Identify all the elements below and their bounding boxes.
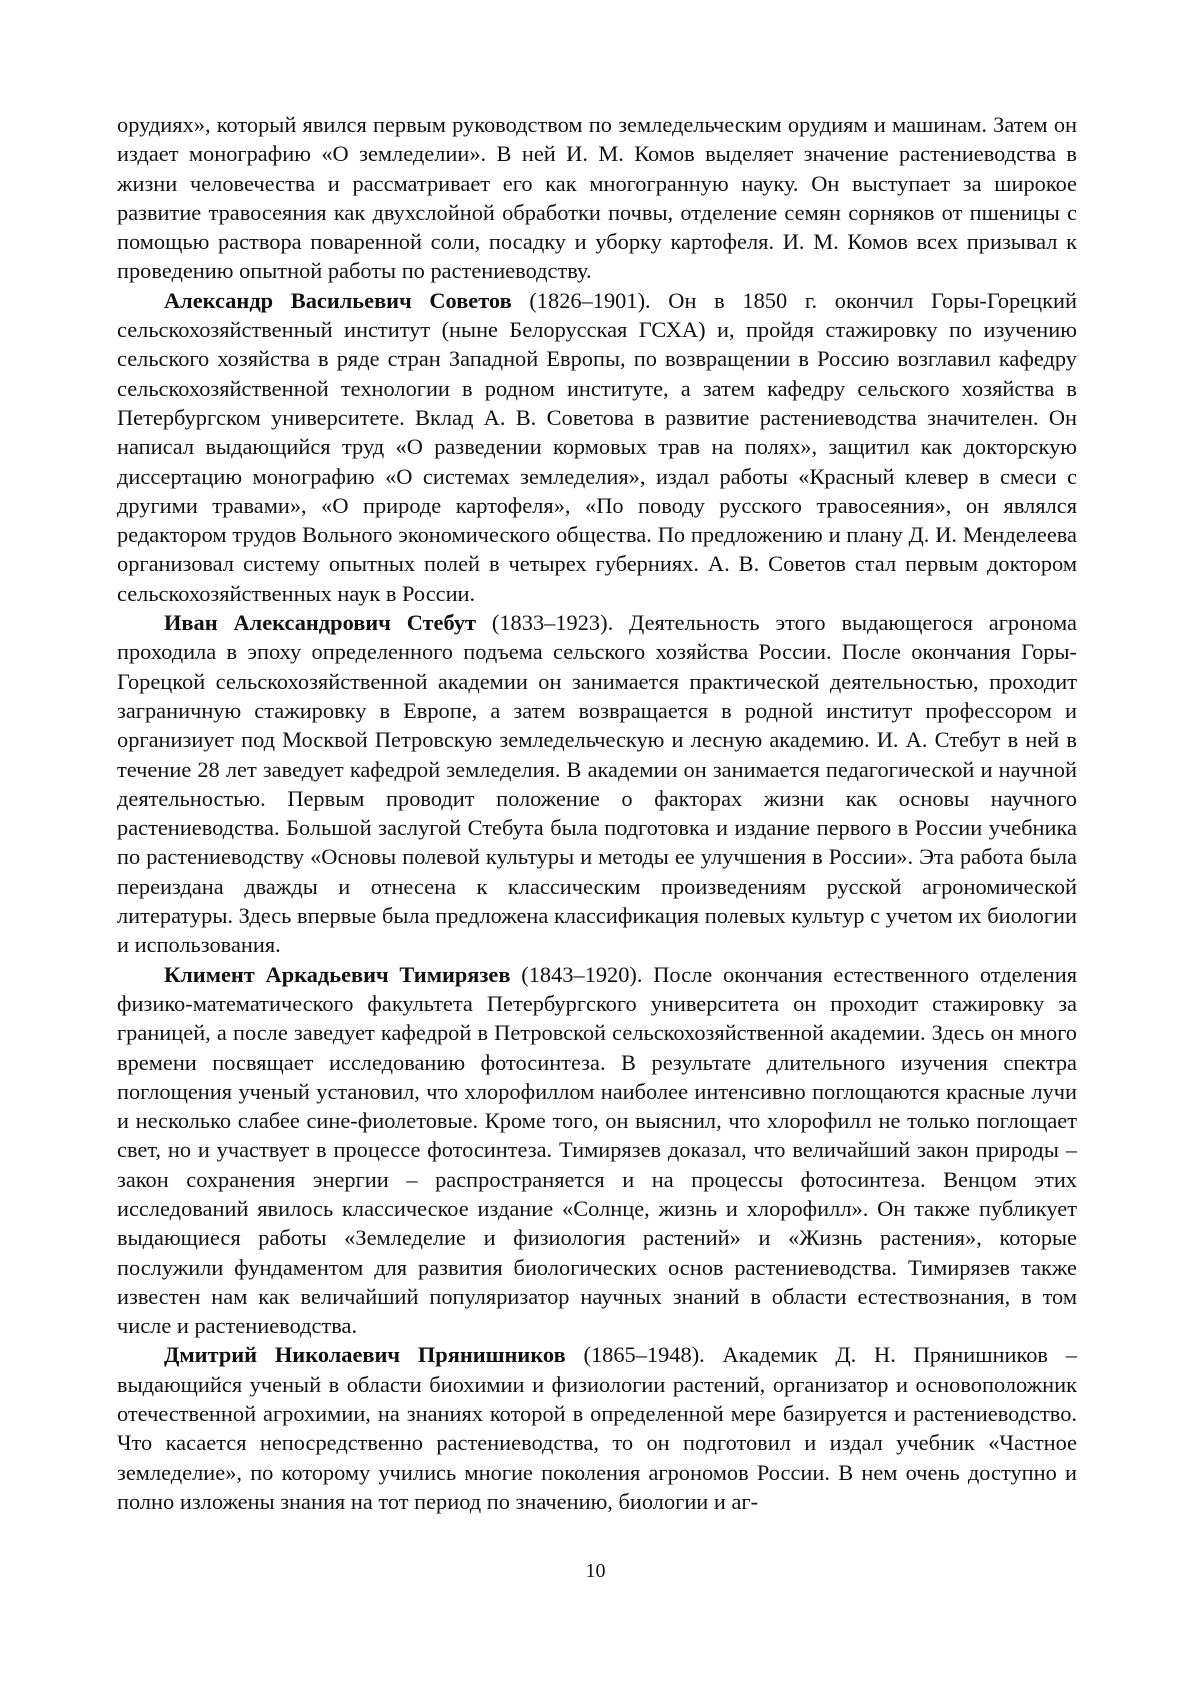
person-name: Дмитрий Николаевич Прянишников [164,1342,566,1368]
page-body [117,110,1077,1516]
paragraph-timiryazev [117,960,1077,1341]
paragraph-sovetov [117,286,1077,608]
paragraph-stebut [117,608,1077,960]
paragraph-text: (1843–1920). После окончания естественного отделения физико-математического факультета Петербургского университета он проходит стажировку за границей, а после заведует кафедрой в Петровской сельскохозяйственной академии. Здесь он много времени посвящает исследованию фотосинтеза. В результате длительного изучения спектра поглощения ученый установил, что хлорофиллом наиболее интенсивно поглощаются красные лучи и несколько слабее сине-фиолетовые. Кроме того, он выяснил, что хлорофилл не только поглощает свет, но и участвует в процессе фотосинтеза. Тимирязев доказал, что величайший закон природы – закон сохранения энергии – распространяется и на процессы фотосинтеза. Венцом этих исследований явилось классическое издание «Солнце, жизнь и хлорофилл». Он также публикует выдающиеся работы «Земледелие и физиология растений» и «Жизнь растения», которые послужили фундаментом для развития биологических основ растениеводства. Тимирязев также известен нам как величайший популяризатор научных знаний в области естествознания, в том числе и растениеводства. [117,961,1077,1339]
paragraph-pryanishnikov [117,1340,1077,1516]
paragraph-komov-continuation [117,110,1077,286]
paragraph-text: (1833–1923). Деятельность этого выдающегося агронома проходила в эпоху определенного подъема сельского хозяйства России. После окончания Горы-Горецкой сельскохозяйственной академии он занимается практической деятельностью, проходит заграничную стажировку в Европе, а затем возвращается в родной институт профессором и организиует под Москвой Петровскую земледельческую и лесную академию. И. А. Стебут в ней в течение 28 лет заведует кафедрой земледелия. В академии он занимается педагогической и научной деятельностью. Первым проводит положение о факторах жизни как основы научного растениеводства. Большой заслугой Стебута была подготовка и издание первого в России учебника по растениеводству «Основы полевой культуры и методы ее улучшения в России». Эта работа была переиздана дважды и отнесена к классическим произведениям русской агрономической литературы. Здесь впервые была предложена классификация полевых культур с учетом их биологии и использования. [117,610,1077,958]
paragraph-text: орудиях», который явился первым руководством по земледельческим орудиям и машинам. Затем он издает монографию «О земледелии». В ней И. М. Комов выделяет значение растениеводства в жизни человечества и рассматривает его как многогранную науку. Он выступает за широкое развитие травосеяния как двухслойной обработки почвы, отделение семян сорняков от пшеницы с помощью раствора поваренной соли, посадку и уборку картофеля. И. М. Комов всех призывал к проведению опытной работы по растениеводству. [117,112,1077,284]
paragraph-text: (1865–1948). Академик Д. Н. Прянишников – выдающийся ученый в области биохимии и физиологии растений, организатор и основоположник отечественной агрохимии, на знаниях которой в определенной мере базируется и растениеводство. Что касается непосредственно растениеводства, то он подготовил и издал учебник «Частное земледелие», по которому учились многие поколения агрономов России. В нем очень доступно и полно изложены знания на тот период по значению, биологии и аг- [117,1342,1077,1514]
person-name: Александр Васильевич Советов [164,287,512,313]
paragraph-text: (1826–1901). Он в 1850 г. окончил Горы-Горецкий сельскохозяйственный институт (ныне Белорусская ГСХА) и, пройдя стажировку по изучению сельского хозяйства в ряде стран Западной Европы, по возвращении в Россию возглавил кафедру сельскохозяйственной технологии в родном институте, а затем кафедру сельского хозяйства в Петербургском университете. Вклад А. В. Советова в развитие растениеводства значителен. Он написал выдающийся труд «О разведении кормовых трав на полях», защитил как докторскую диссертацию монографию «О системах земледелия», издал работы «Красный клевер в смеси с другими травами», «О природе картофеля», «По поводу русского травосеяния», он являлся редактором трудов Вольного экономического общества. По предложению и плану Д. И. Менделеева организовал систему опытных полей в четырех губерниях. А. В. Советов стал первым доктором сельскохозяйственных наук в России. [117,287,1077,606]
person-name: Климент Аркадьевич Тимирязев [164,961,511,987]
person-name: Иван Александрович Стебут [164,610,477,636]
page-number: 10 [585,1560,606,1582]
